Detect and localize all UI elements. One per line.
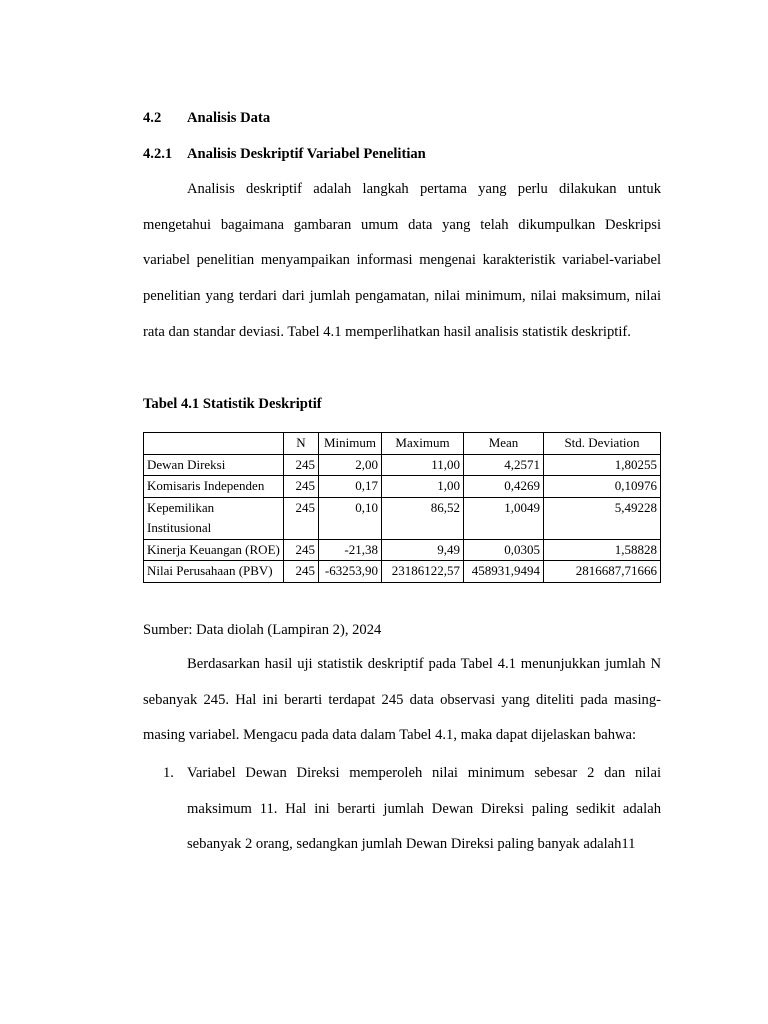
- cell-maximum: 11,00: [382, 454, 464, 476]
- cell-std-deviation: 5,49228: [544, 497, 661, 539]
- row-label: Kinerja Keuangan (ROE): [144, 539, 284, 561]
- cell-maximum: 1,00: [382, 476, 464, 498]
- cell-n: 245: [284, 539, 319, 561]
- cell-n: 245: [284, 561, 319, 583]
- table-row: [144, 539, 661, 561]
- cell-mean: 4,2571: [464, 454, 544, 476]
- section-title: Analisis Data: [187, 110, 271, 126]
- cell-n: 245: [284, 454, 319, 476]
- row-label: Kepemilikan Institusional: [144, 497, 284, 539]
- table-header-cell: Maximum: [382, 433, 464, 455]
- cell-std-deviation: 0,10976: [544, 476, 661, 498]
- cell-maximum: 86,52: [382, 497, 464, 539]
- cell-mean: 0,4269: [464, 476, 544, 498]
- cell-std-deviation: 2816687,71666: [544, 561, 661, 583]
- cell-mean: 458931,9494: [464, 561, 544, 583]
- table-row: [144, 561, 661, 583]
- cell-std-deviation: 1,58828: [544, 539, 661, 561]
- table-row: [144, 497, 661, 539]
- table-source-note: Sumber: Data diolah (Lampiran 2), 2024: [143, 622, 382, 638]
- cell-mean: 0,0305: [464, 539, 544, 561]
- cell-minimum: 0,10: [319, 497, 382, 539]
- analysis-paragraph: Berdasarkan hasil uji statistik deskriptif pada Tabel 4.1 menunjukkan jumlah N sebanyak 245. Hal ini berarti terdapat 245 data observasi yang diteliti pada masing-masing variabel. Mengacu pada data dalam Tabel 4.1, maka dapat dijelaskan bahwa:: [143, 656, 661, 744]
- cell-n: 245: [284, 476, 319, 498]
- list-item: [143, 756, 661, 863]
- descriptive-stats-table: [143, 432, 661, 583]
- findings-list: [143, 756, 661, 863]
- table-header-cell: Std. Deviation: [544, 433, 661, 455]
- cell-mean: 1,0049: [464, 497, 544, 539]
- cell-maximum: 9,49: [382, 539, 464, 561]
- subsection-number: 4.2.1: [143, 146, 173, 162]
- section-heading: [143, 110, 270, 127]
- row-label: Nilai Perusahaan (PBV): [144, 561, 284, 583]
- row-label: Komisaris Independen: [144, 476, 284, 498]
- table-header-cell: [144, 433, 284, 455]
- cell-minimum: 2,00: [319, 454, 382, 476]
- table-header-cell: Mean: [464, 433, 544, 455]
- table-header-row: [144, 433, 661, 455]
- section-number: 4.2: [143, 110, 162, 126]
- cell-std-deviation: 1,80255: [544, 454, 661, 476]
- table-header-cell: N: [284, 433, 319, 455]
- subsection-heading: [143, 146, 426, 163]
- table-row: [144, 454, 661, 476]
- cell-n: 245: [284, 497, 319, 539]
- table-header-cell: Minimum: [319, 433, 382, 455]
- list-item-marker: 1.: [163, 765, 174, 781]
- subsection-title: Analisis Deskriptif Variabel Penelitian: [187, 146, 426, 162]
- row-label: Dewan Direksi: [144, 454, 284, 476]
- cell-maximum: 23186122,57: [382, 561, 464, 583]
- table-caption: Tabel 4.1 Statistik Deskriptif: [143, 396, 322, 412]
- cell-minimum: -63253,90: [319, 561, 382, 583]
- cell-minimum: -21,38: [319, 539, 382, 561]
- table-row: [144, 476, 661, 498]
- cell-minimum: 0,17: [319, 476, 382, 498]
- list-item-text: Variabel Dewan Direksi memperoleh nilai minimum sebesar 2 dan nilai maksimum 11. Hal ini berarti jumlah Dewan Direksi paling sedikit adalah sebanyak 2 orang, sedangkan jumlah Dewan Direksi paling banyak adalah11: [187, 765, 661, 853]
- intro-paragraph: Analisis deskriptif adalah langkah pertama yang perlu dilakukan untuk mengetahui bagaimana gambaran umum data yang telah dikumpulkan Deskripsi variabel penelitian menyampaikan informasi mengenai karakteristik variabel-variabel penelitian yang terdari dari jumlah pengamatan, nilai minimum, nilai maksimum, nilai rata dan standar deviasi. Tabel 4.1 memperlihatkan hasil analisis statistik deskriptif.: [143, 181, 661, 340]
